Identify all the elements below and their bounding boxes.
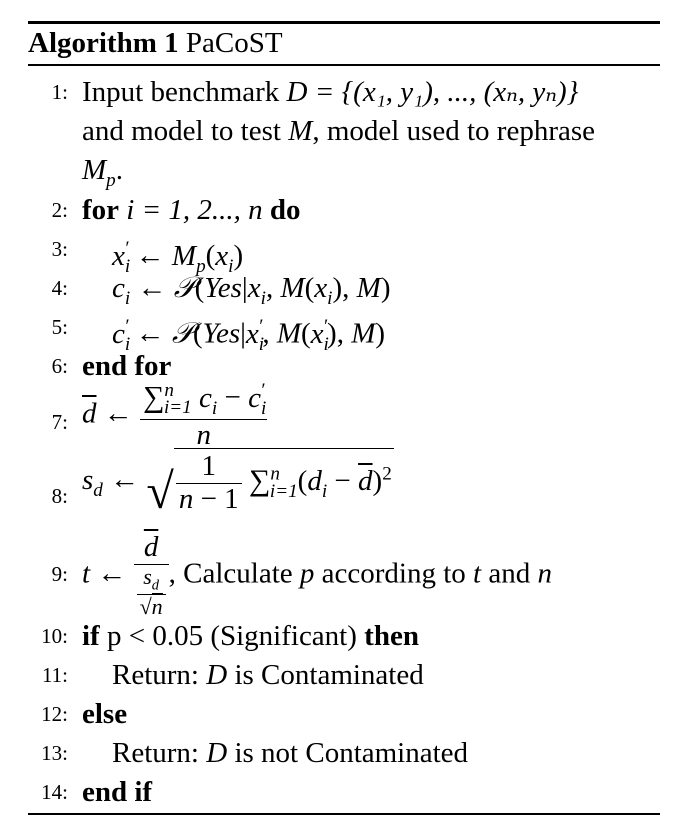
line-number: 2:: [51, 198, 68, 222]
algorithm-caption: [28, 26, 283, 60]
bottom-rule: [28, 813, 660, 815]
return-contaminated: Return: D is Contaminated: [112, 659, 424, 691]
algorithm-step-1: Input benchmark D = {(x₁, y₁), ..., (xₙ, yₙ)}: [82, 76, 579, 108]
line-number: 5:: [51, 315, 68, 339]
if-condition: if p < 0.05 (Significant) then: [82, 620, 419, 652]
algorithm-step-1-cont2: $M_p$.: [82, 154, 123, 191]
line-number: 7:: [51, 410, 68, 434]
line-number: 14:: [41, 780, 68, 804]
top-rule: [28, 21, 660, 24]
line-number: 6:: [51, 354, 68, 378]
line-number: 11:: [41, 663, 68, 687]
algorithm-step-8: $s_d$ ← √ $\frac{1}{n - 1}$ $\sum^n_{i=1}(d_i - \overline{d})^2$: [82, 450, 392, 519]
if-end: end if: [82, 776, 153, 808]
line-number: 4:: [51, 276, 68, 300]
line-number: 1:: [51, 80, 68, 104]
algorithm-step-7: $\overline{d}$ ← $\frac{\sum^n_{i=1} c_i - c_i'}{n}$: [82, 380, 267, 451]
line-number: 13:: [41, 741, 68, 765]
algorithm-step-3: $x_i'$ ← $M_p(x_i)$: [112, 238, 244, 277]
for-loop-end: end for: [82, 350, 172, 382]
line-number: 8:: [51, 484, 68, 508]
algorithm-step-1-cont: and model to test M, model used to rephrase: [82, 115, 596, 147]
caption-label: Algorithm 1: [28, 27, 179, 59]
line-number: 10:: [41, 624, 68, 648]
else-branch: else: [82, 698, 128, 730]
line-number: 3:: [51, 237, 68, 261]
caption-title: PaCoST: [185, 27, 283, 59]
line-number: 12:: [41, 702, 68, 726]
algorithm-step-4: $c_i$ ← $𝒫(Yes|x_i$, $M(x_i)$, M): [112, 272, 391, 309]
return-not-contaminated: Return: D is not Contaminated: [112, 737, 469, 769]
line-number: 9:: [51, 562, 68, 586]
algorithm-step-9: t ← $\frac{\overline{d}}{\frac{s_d}{√n}}$ , Calculate p according to t and n: [82, 531, 552, 620]
caption-rule: [28, 64, 660, 66]
algorithm-step-5: $c_i'$ ← $𝒫(Yes|x_i'$, $M(x_i')$, M): [112, 316, 386, 355]
for-loop-header: for i = 1, 2..., n do: [82, 194, 301, 226]
